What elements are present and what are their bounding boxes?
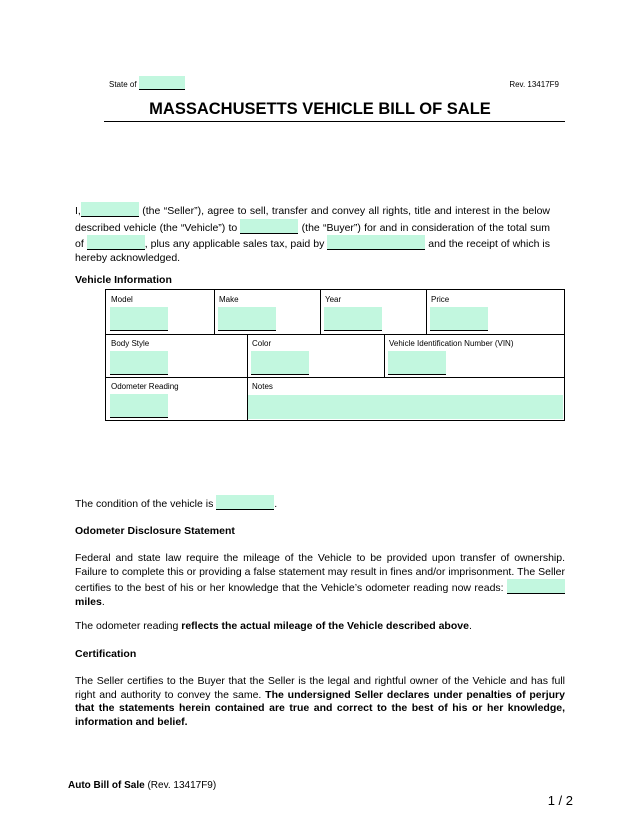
odometer-paragraph — [75, 552, 565, 609]
intro-text-3: (the “Buyer”) for and in consideration of the total sum of — [75, 221, 551, 250]
price-field[interactable] — [430, 307, 488, 331]
make-label: Make — [219, 295, 239, 304]
model-field[interactable] — [110, 307, 168, 331]
state-label: State of — [109, 80, 137, 89]
certification-bold: The undersigned Seller declares under penalties of perjury that the statements herein contained are true and correct to the best of his or her knowledge, information and belief. — [75, 688, 565, 728]
condition-line — [75, 495, 277, 512]
revision-top: Rev. 13417F9 — [509, 80, 559, 89]
year-field[interactable] — [324, 307, 382, 331]
vin-field[interactable] — [388, 351, 446, 375]
actual-mileage-prefix: The odometer reading — [75, 620, 182, 632]
make-cell — [214, 290, 320, 334]
certification-text: The Seller certifies to the Buyer that the Seller is the legal and rightful owner of the Vehicle and has full right and authority to convey the same. — [75, 675, 565, 701]
body-style-label: Body Style — [111, 339, 150, 348]
color-label: Color — [252, 339, 272, 348]
payment-method-field[interactable] — [327, 235, 425, 250]
price-label: Price — [431, 295, 450, 304]
total-sum-field[interactable] — [87, 235, 145, 250]
actual-mileage-bold: reflects the actual mileage of the Vehicle described above — [181, 620, 469, 632]
condition-suffix: . — [274, 498, 278, 510]
vehicle-info-table — [105, 289, 565, 421]
certification-heading: Certification — [75, 648, 137, 660]
footer-revision: (Rev. 13417F9) — [147, 780, 217, 791]
buyer-name-field[interactable] — [240, 219, 298, 234]
condition-prefix: The condition of the vehicle is — [75, 498, 217, 510]
certification-paragraph — [75, 675, 565, 729]
actual-mileage-line — [75, 620, 472, 634]
body-style-cell — [106, 334, 247, 377]
odometer-cell — [106, 377, 247, 420]
intro-paragraph — [75, 202, 550, 265]
notes-field[interactable] — [248, 395, 563, 419]
color-cell — [247, 334, 384, 377]
page-number: 1 / 2 — [547, 793, 573, 808]
color-field[interactable] — [251, 351, 309, 375]
vehicle-info-heading: Vehicle Information — [75, 274, 172, 286]
odometer-heading: Odometer Disclosure Statement — [75, 525, 235, 537]
notes-cell — [247, 377, 564, 420]
price-cell — [426, 290, 564, 334]
title-divider — [104, 121, 565, 122]
vin-label: Vehicle Identification Number (VIN) — [389, 339, 514, 348]
page-title: MASSACHUSETTS VEHICLE BILL OF SALE — [149, 100, 491, 118]
model-cell — [106, 290, 214, 334]
year-cell — [320, 290, 426, 334]
notes-label: Notes — [252, 382, 273, 391]
state-line — [109, 76, 185, 90]
intro-text-1: I, — [75, 205, 81, 217]
year-label: Year — [325, 295, 342, 304]
footer-doc-name: Auto Bill of Sale — [68, 780, 145, 791]
odometer-period: . — [101, 595, 105, 608]
intro-text-5: and the receipt of which is hereby acknowledged. — [75, 238, 550, 264]
vin-cell — [384, 334, 564, 377]
miles-label: miles — [75, 595, 102, 608]
intro-text-4: , plus any applicable sales tax, paid by — [144, 238, 328, 250]
odometer-field[interactable] — [110, 394, 168, 418]
intro-text-2: (the “Seller”), agree to sell, transfer and convey all rights, title and interest in the below described vehicle (the “Vehicle”) to — [75, 205, 550, 234]
odometer-reading-field[interactable] — [507, 579, 565, 594]
body-style-field[interactable] — [110, 351, 168, 375]
condition-field[interactable] — [216, 495, 274, 510]
state-field[interactable] — [139, 76, 185, 90]
model-label: Model — [111, 295, 133, 304]
seller-name-field[interactable] — [81, 202, 139, 217]
footer-doc-info — [68, 780, 216, 791]
actual-mileage-suffix: . — [468, 620, 472, 632]
odometer-text: Federal and state law require the mileage of the Vehicle to be provided upon transfer of ownership. Failure to complete this or providing a false statement may result in fines and/or imprisonment. The Seller certifies to the best of his or her knowledge that the Vehicle’s odometer reading now reads: — [75, 552, 565, 594]
odometer-label: Odometer Reading — [111, 382, 179, 391]
make-field[interactable] — [218, 307, 276, 331]
